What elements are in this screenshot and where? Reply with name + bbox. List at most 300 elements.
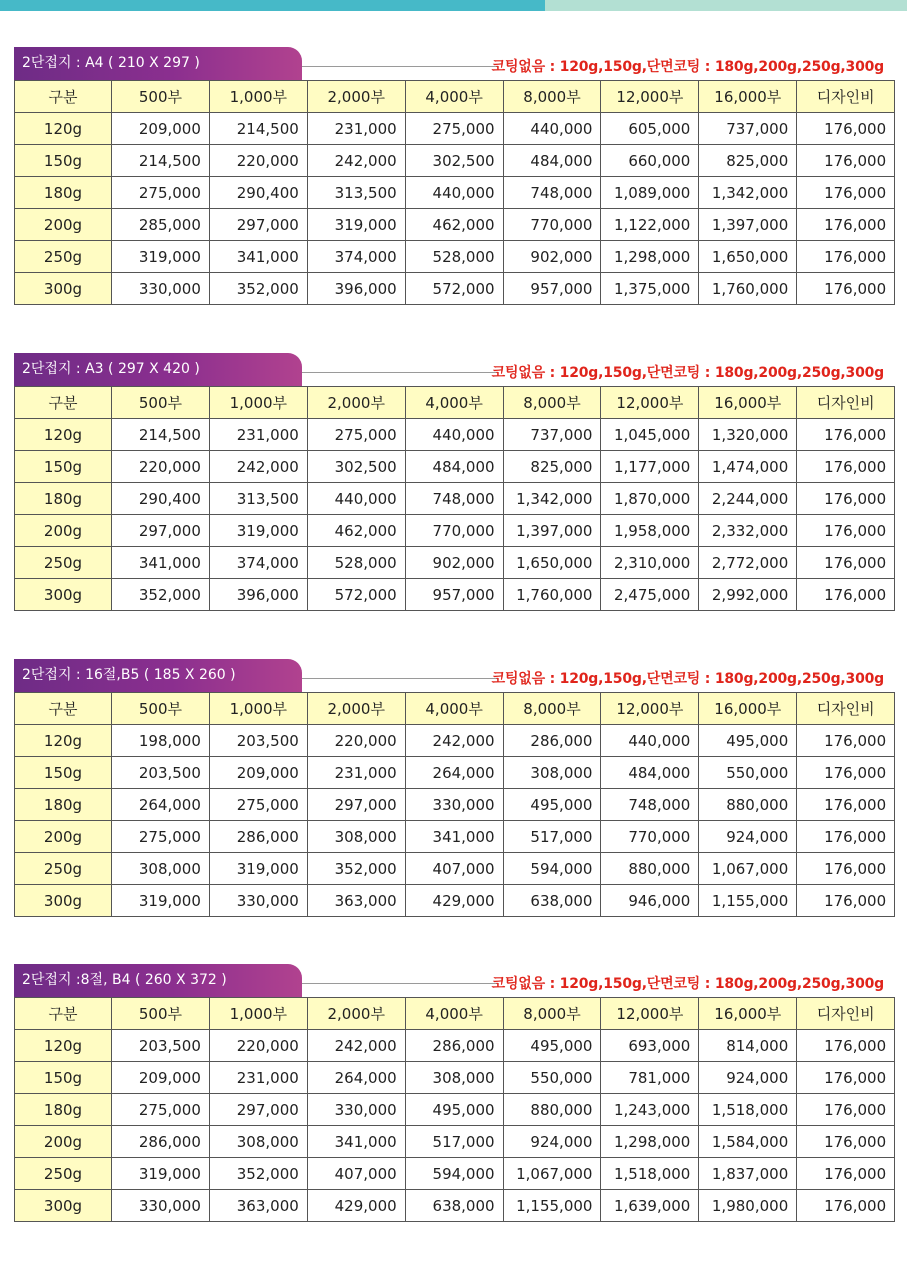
section-title: 2단접지 : 16절,B5 ( 185 X 260 ) bbox=[14, 659, 302, 692]
table-row bbox=[15, 145, 895, 177]
price-cell: 297,000 bbox=[112, 515, 210, 547]
price-cell: 1,155,000 bbox=[699, 885, 797, 917]
price-cell: 638,000 bbox=[405, 1190, 503, 1222]
column-header: 디자인비 bbox=[797, 387, 895, 419]
price-cell: 176,000 bbox=[797, 177, 895, 209]
column-header: 500부 bbox=[112, 81, 210, 113]
price-cell: 352,000 bbox=[307, 853, 405, 885]
price-cell: 594,000 bbox=[405, 1158, 503, 1190]
price-cell: 203,500 bbox=[209, 725, 307, 757]
price-cell: 1,518,000 bbox=[601, 1158, 699, 1190]
price-cell: 330,000 bbox=[405, 789, 503, 821]
column-header: 2,000부 bbox=[307, 693, 405, 725]
column-header: 16,000부 bbox=[699, 998, 797, 1030]
column-header: 12,000부 bbox=[601, 387, 699, 419]
price-cell: 1,980,000 bbox=[699, 1190, 797, 1222]
price-cell: 176,000 bbox=[797, 821, 895, 853]
price-cell: 330,000 bbox=[112, 1190, 210, 1222]
column-header: 8,000부 bbox=[503, 693, 601, 725]
price-table bbox=[14, 80, 895, 305]
price-cell: 484,000 bbox=[405, 451, 503, 483]
table-row bbox=[15, 113, 895, 145]
column-header: 16,000부 bbox=[699, 81, 797, 113]
price-cell: 1,298,000 bbox=[601, 241, 699, 273]
price-cell: 341,000 bbox=[405, 821, 503, 853]
price-cell: 462,000 bbox=[405, 209, 503, 241]
price-cell: 528,000 bbox=[405, 241, 503, 273]
column-header: 12,000부 bbox=[601, 693, 699, 725]
price-cell: 1,474,000 bbox=[699, 451, 797, 483]
price-cell: 407,000 bbox=[307, 1158, 405, 1190]
price-cell: 308,000 bbox=[307, 821, 405, 853]
column-header: 1,000부 bbox=[209, 693, 307, 725]
price-cell: 209,000 bbox=[112, 1062, 210, 1094]
table-row bbox=[15, 483, 895, 515]
price-cell: 1,177,000 bbox=[601, 451, 699, 483]
column-header: 16,000부 bbox=[699, 693, 797, 725]
price-cell: 1,342,000 bbox=[699, 177, 797, 209]
column-header: 4,000부 bbox=[405, 998, 503, 1030]
price-cell: 176,000 bbox=[797, 273, 895, 305]
column-header: 1,000부 bbox=[209, 387, 307, 419]
table-header-row bbox=[15, 693, 895, 725]
price-cell: 176,000 bbox=[797, 145, 895, 177]
column-header: 500부 bbox=[112, 693, 210, 725]
price-cell: 737,000 bbox=[699, 113, 797, 145]
price-cell: 924,000 bbox=[699, 821, 797, 853]
price-cell: 352,000 bbox=[209, 273, 307, 305]
price-cell: 825,000 bbox=[699, 145, 797, 177]
price-cell: 308,000 bbox=[209, 1126, 307, 1158]
price-cell: 429,000 bbox=[307, 1190, 405, 1222]
price-cell: 330,000 bbox=[209, 885, 307, 917]
price-cell: 1,089,000 bbox=[601, 177, 699, 209]
header-divider-line bbox=[302, 678, 497, 679]
price-cell: 275,000 bbox=[209, 789, 307, 821]
price-cell: 924,000 bbox=[503, 1126, 601, 1158]
price-cell: 880,000 bbox=[601, 853, 699, 885]
price-cell: 1,760,000 bbox=[699, 273, 797, 305]
price-cell: 286,000 bbox=[112, 1126, 210, 1158]
table-row bbox=[15, 853, 895, 885]
price-cell: 286,000 bbox=[503, 725, 601, 757]
row-label-paper-weight: 200g bbox=[15, 1126, 112, 1158]
column-header: 구분 bbox=[15, 693, 112, 725]
price-cell: 302,500 bbox=[405, 145, 503, 177]
column-header: 2,000부 bbox=[307, 387, 405, 419]
price-cell: 1,067,000 bbox=[699, 853, 797, 885]
section-header bbox=[14, 659, 894, 692]
price-cell: 275,000 bbox=[112, 177, 210, 209]
price-cell: 1,837,000 bbox=[699, 1158, 797, 1190]
price-cell: 1,760,000 bbox=[503, 579, 601, 611]
row-label-paper-weight: 150g bbox=[15, 451, 112, 483]
top-bar-mint-segment bbox=[545, 0, 907, 11]
price-cell: 957,000 bbox=[503, 273, 601, 305]
price-cell: 363,000 bbox=[307, 885, 405, 917]
price-cell: 594,000 bbox=[503, 853, 601, 885]
price-cell: 214,500 bbox=[112, 419, 210, 451]
price-cell: 748,000 bbox=[503, 177, 601, 209]
row-label-paper-weight: 300g bbox=[15, 1190, 112, 1222]
price-cell: 814,000 bbox=[699, 1030, 797, 1062]
price-cell: 880,000 bbox=[699, 789, 797, 821]
section-header bbox=[14, 47, 894, 80]
row-label-paper-weight: 300g bbox=[15, 273, 112, 305]
price-cell: 572,000 bbox=[405, 273, 503, 305]
column-header: 500부 bbox=[112, 387, 210, 419]
price-cell: 341,000 bbox=[209, 241, 307, 273]
price-cell: 1,243,000 bbox=[601, 1094, 699, 1126]
coating-note: 코팅없음 : 120g,150g,단면코팅 : 180g,200g,250g,300g bbox=[491, 671, 884, 687]
price-cell: 1,639,000 bbox=[601, 1190, 699, 1222]
price-cell: 242,000 bbox=[307, 1030, 405, 1062]
table-row bbox=[15, 579, 895, 611]
price-cell: 275,000 bbox=[112, 821, 210, 853]
section-title: 2단접지 :8절, B4 ( 260 X 372 ) bbox=[14, 964, 302, 997]
price-cell: 319,000 bbox=[209, 853, 307, 885]
price-cell: 638,000 bbox=[503, 885, 601, 917]
price-cell: 176,000 bbox=[797, 241, 895, 273]
price-cell: 352,000 bbox=[209, 1158, 307, 1190]
price-cell: 176,000 bbox=[797, 1030, 895, 1062]
price-cell: 176,000 bbox=[797, 451, 895, 483]
price-cell: 1,397,000 bbox=[699, 209, 797, 241]
row-label-paper-weight: 180g bbox=[15, 483, 112, 515]
row-label-paper-weight: 150g bbox=[15, 757, 112, 789]
price-cell: 363,000 bbox=[209, 1190, 307, 1222]
price-cell: 1,155,000 bbox=[503, 1190, 601, 1222]
column-header: 4,000부 bbox=[405, 387, 503, 419]
price-cell: 440,000 bbox=[307, 483, 405, 515]
table-row bbox=[15, 885, 895, 917]
price-cell: 1,958,000 bbox=[601, 515, 699, 547]
price-cell: 176,000 bbox=[797, 515, 895, 547]
price-section bbox=[14, 47, 894, 305]
price-cell: 176,000 bbox=[797, 209, 895, 241]
price-cell: 1,650,000 bbox=[699, 241, 797, 273]
price-cell: 176,000 bbox=[797, 725, 895, 757]
price-cell: 308,000 bbox=[112, 853, 210, 885]
price-cell: 440,000 bbox=[405, 177, 503, 209]
table-row bbox=[15, 821, 895, 853]
row-label-paper-weight: 180g bbox=[15, 177, 112, 209]
price-cell: 2,475,000 bbox=[601, 579, 699, 611]
column-header: 4,000부 bbox=[405, 81, 503, 113]
section-header bbox=[14, 353, 894, 386]
price-cell: 429,000 bbox=[405, 885, 503, 917]
column-header: 12,000부 bbox=[601, 81, 699, 113]
table-row bbox=[15, 451, 895, 483]
column-header: 1,000부 bbox=[209, 81, 307, 113]
price-cell: 2,332,000 bbox=[699, 515, 797, 547]
price-cell: 1,342,000 bbox=[503, 483, 601, 515]
price-cell: 297,000 bbox=[209, 209, 307, 241]
column-header: 디자인비 bbox=[797, 81, 895, 113]
price-cell: 1,397,000 bbox=[503, 515, 601, 547]
price-cell: 396,000 bbox=[209, 579, 307, 611]
price-cell: 1,650,000 bbox=[503, 547, 601, 579]
price-cell: 737,000 bbox=[503, 419, 601, 451]
price-cell: 1,518,000 bbox=[699, 1094, 797, 1126]
price-cell: 572,000 bbox=[307, 579, 405, 611]
price-cell: 313,500 bbox=[307, 177, 405, 209]
price-cell: 1,584,000 bbox=[699, 1126, 797, 1158]
price-cell: 308,000 bbox=[405, 1062, 503, 1094]
top-bar-teal-segment bbox=[0, 0, 545, 11]
price-cell: 748,000 bbox=[601, 789, 699, 821]
price-cell: 220,000 bbox=[307, 725, 405, 757]
price-cell: 264,000 bbox=[405, 757, 503, 789]
price-cell: 341,000 bbox=[112, 547, 210, 579]
price-section bbox=[14, 353, 894, 611]
price-cell: 264,000 bbox=[112, 789, 210, 821]
price-cell: 781,000 bbox=[601, 1062, 699, 1094]
row-label-paper-weight: 120g bbox=[15, 1030, 112, 1062]
price-cell: 495,000 bbox=[503, 789, 601, 821]
price-cell: 330,000 bbox=[112, 273, 210, 305]
column-header: 8,000부 bbox=[503, 81, 601, 113]
price-cell: 231,000 bbox=[307, 113, 405, 145]
price-cell: 550,000 bbox=[503, 1062, 601, 1094]
price-cell: 517,000 bbox=[405, 1126, 503, 1158]
price-cell: 660,000 bbox=[601, 145, 699, 177]
price-cell: 290,400 bbox=[112, 483, 210, 515]
row-label-paper-weight: 200g bbox=[15, 821, 112, 853]
table-row bbox=[15, 725, 895, 757]
price-cell: 440,000 bbox=[503, 113, 601, 145]
price-cell: 203,500 bbox=[112, 1030, 210, 1062]
price-cell: 957,000 bbox=[405, 579, 503, 611]
price-cell: 693,000 bbox=[601, 1030, 699, 1062]
price-cell: 176,000 bbox=[797, 113, 895, 145]
table-row bbox=[15, 1030, 895, 1062]
price-cell: 770,000 bbox=[503, 209, 601, 241]
price-cell: 495,000 bbox=[503, 1030, 601, 1062]
price-cell: 275,000 bbox=[405, 113, 503, 145]
price-cell: 396,000 bbox=[307, 273, 405, 305]
price-cell: 220,000 bbox=[112, 451, 210, 483]
price-cell: 748,000 bbox=[405, 483, 503, 515]
price-cell: 319,000 bbox=[307, 209, 405, 241]
row-label-paper-weight: 200g bbox=[15, 209, 112, 241]
price-cell: 220,000 bbox=[209, 1030, 307, 1062]
row-label-paper-weight: 120g bbox=[15, 419, 112, 451]
price-cell: 308,000 bbox=[503, 757, 601, 789]
price-cell: 286,000 bbox=[405, 1030, 503, 1062]
row-label-paper-weight: 300g bbox=[15, 579, 112, 611]
price-cell: 297,000 bbox=[209, 1094, 307, 1126]
table-header-row bbox=[15, 387, 895, 419]
price-table bbox=[14, 386, 895, 611]
price-cell: 462,000 bbox=[307, 515, 405, 547]
price-cell: 341,000 bbox=[307, 1126, 405, 1158]
table-row bbox=[15, 1062, 895, 1094]
price-cell: 176,000 bbox=[797, 483, 895, 515]
row-label-paper-weight: 250g bbox=[15, 241, 112, 273]
price-cell: 924,000 bbox=[699, 1062, 797, 1094]
price-cell: 484,000 bbox=[503, 145, 601, 177]
price-cell: 176,000 bbox=[797, 1158, 895, 1190]
price-cell: 319,000 bbox=[112, 241, 210, 273]
table-row bbox=[15, 757, 895, 789]
column-header: 구분 bbox=[15, 81, 112, 113]
price-cell: 880,000 bbox=[503, 1094, 601, 1126]
price-cell: 242,000 bbox=[209, 451, 307, 483]
price-cell: 902,000 bbox=[503, 241, 601, 273]
table-row bbox=[15, 1126, 895, 1158]
price-cell: 176,000 bbox=[797, 789, 895, 821]
price-cell: 374,000 bbox=[307, 241, 405, 273]
price-cell: 176,000 bbox=[797, 419, 895, 451]
column-header: 구분 bbox=[15, 387, 112, 419]
table-row bbox=[15, 1190, 895, 1222]
section-header bbox=[14, 964, 894, 997]
price-table bbox=[14, 997, 895, 1222]
column-header: 구분 bbox=[15, 998, 112, 1030]
price-cell: 946,000 bbox=[601, 885, 699, 917]
price-cell: 1,320,000 bbox=[699, 419, 797, 451]
price-cell: 231,000 bbox=[209, 1062, 307, 1094]
row-label-paper-weight: 150g bbox=[15, 145, 112, 177]
price-cell: 1,067,000 bbox=[503, 1158, 601, 1190]
coating-note: 코팅없음 : 120g,150g,단면코팅 : 180g,200g,250g,300g bbox=[491, 365, 884, 381]
price-cell: 495,000 bbox=[405, 1094, 503, 1126]
price-cell: 902,000 bbox=[405, 547, 503, 579]
price-table bbox=[14, 692, 895, 917]
price-cell: 242,000 bbox=[405, 725, 503, 757]
price-cell: 319,000 bbox=[209, 515, 307, 547]
table-row bbox=[15, 1158, 895, 1190]
coating-note: 코팅없음 : 120g,150g,단면코팅 : 180g,200g,250g,300g bbox=[491, 976, 884, 992]
price-cell: 374,000 bbox=[209, 547, 307, 579]
column-header: 16,000부 bbox=[699, 387, 797, 419]
price-cell: 220,000 bbox=[209, 145, 307, 177]
price-cell: 319,000 bbox=[112, 1158, 210, 1190]
price-cell: 231,000 bbox=[209, 419, 307, 451]
column-header: 4,000부 bbox=[405, 693, 503, 725]
price-cell: 495,000 bbox=[699, 725, 797, 757]
coating-note: 코팅없음 : 120g,150g,단면코팅 : 180g,200g,250g,300g bbox=[491, 59, 884, 75]
price-section bbox=[14, 964, 894, 1222]
price-cell: 176,000 bbox=[797, 547, 895, 579]
row-label-paper-weight: 120g bbox=[15, 113, 112, 145]
price-cell: 275,000 bbox=[112, 1094, 210, 1126]
price-cell: 176,000 bbox=[797, 1062, 895, 1094]
price-cell: 352,000 bbox=[112, 579, 210, 611]
price-cell: 1,122,000 bbox=[601, 209, 699, 241]
price-cell: 209,000 bbox=[209, 757, 307, 789]
price-cell: 176,000 bbox=[797, 885, 895, 917]
price-cell: 550,000 bbox=[699, 757, 797, 789]
price-cell: 484,000 bbox=[601, 757, 699, 789]
price-cell: 176,000 bbox=[797, 757, 895, 789]
price-cell: 176,000 bbox=[797, 1094, 895, 1126]
table-row bbox=[15, 419, 895, 451]
price-cell: 290,400 bbox=[209, 177, 307, 209]
header-divider-line bbox=[302, 372, 497, 373]
price-cell: 528,000 bbox=[307, 547, 405, 579]
column-header: 디자인비 bbox=[797, 693, 895, 725]
price-cell: 176,000 bbox=[797, 579, 895, 611]
row-label-paper-weight: 180g bbox=[15, 1094, 112, 1126]
price-cell: 2,772,000 bbox=[699, 547, 797, 579]
table-header-row bbox=[15, 81, 895, 113]
price-cell: 1,870,000 bbox=[601, 483, 699, 515]
price-cell: 198,000 bbox=[112, 725, 210, 757]
price-cell: 176,000 bbox=[797, 1126, 895, 1158]
price-cell: 2,310,000 bbox=[601, 547, 699, 579]
table-row bbox=[15, 177, 895, 209]
table-row bbox=[15, 515, 895, 547]
price-cell: 440,000 bbox=[405, 419, 503, 451]
price-cell: 242,000 bbox=[307, 145, 405, 177]
price-cell: 203,500 bbox=[112, 757, 210, 789]
header-divider-line bbox=[302, 983, 497, 984]
table-row bbox=[15, 789, 895, 821]
row-label-paper-weight: 150g bbox=[15, 1062, 112, 1094]
price-section bbox=[14, 659, 894, 917]
column-header: 8,000부 bbox=[503, 998, 601, 1030]
price-cell: 330,000 bbox=[307, 1094, 405, 1126]
price-cell: 770,000 bbox=[601, 821, 699, 853]
row-label-paper-weight: 250g bbox=[15, 1158, 112, 1190]
price-cell: 313,500 bbox=[209, 483, 307, 515]
price-cell: 231,000 bbox=[307, 757, 405, 789]
price-cell: 214,500 bbox=[112, 145, 210, 177]
price-cell: 297,000 bbox=[307, 789, 405, 821]
price-cell: 176,000 bbox=[797, 853, 895, 885]
column-header: 500부 bbox=[112, 998, 210, 1030]
price-cell: 176,000 bbox=[797, 1190, 895, 1222]
price-cell: 770,000 bbox=[405, 515, 503, 547]
price-cell: 1,298,000 bbox=[601, 1126, 699, 1158]
price-cell: 214,500 bbox=[209, 113, 307, 145]
price-cell: 286,000 bbox=[209, 821, 307, 853]
table-row bbox=[15, 547, 895, 579]
price-cell: 209,000 bbox=[112, 113, 210, 145]
table-row bbox=[15, 273, 895, 305]
price-cell: 517,000 bbox=[503, 821, 601, 853]
table-header-row bbox=[15, 998, 895, 1030]
top-color-bar bbox=[0, 0, 907, 11]
row-label-paper-weight: 250g bbox=[15, 853, 112, 885]
section-title: 2단접지 : A4 ( 210 X 297 ) bbox=[14, 47, 302, 80]
price-cell: 605,000 bbox=[601, 113, 699, 145]
column-header: 8,000부 bbox=[503, 387, 601, 419]
row-label-paper-weight: 250g bbox=[15, 547, 112, 579]
price-cell: 302,500 bbox=[307, 451, 405, 483]
price-cell: 264,000 bbox=[307, 1062, 405, 1094]
price-cell: 2,992,000 bbox=[699, 579, 797, 611]
column-header: 디자인비 bbox=[797, 998, 895, 1030]
section-title: 2단접지 : A3 ( 297 X 420 ) bbox=[14, 353, 302, 386]
price-cell: 319,000 bbox=[112, 885, 210, 917]
row-label-paper-weight: 200g bbox=[15, 515, 112, 547]
price-cell: 1,045,000 bbox=[601, 419, 699, 451]
table-row bbox=[15, 241, 895, 273]
row-label-paper-weight: 300g bbox=[15, 885, 112, 917]
price-cell: 1,375,000 bbox=[601, 273, 699, 305]
table-row bbox=[15, 209, 895, 241]
column-header: 1,000부 bbox=[209, 998, 307, 1030]
price-cell: 825,000 bbox=[503, 451, 601, 483]
table-row bbox=[15, 1094, 895, 1126]
row-label-paper-weight: 180g bbox=[15, 789, 112, 821]
header-divider-line bbox=[302, 66, 497, 67]
column-header: 12,000부 bbox=[601, 998, 699, 1030]
price-cell: 275,000 bbox=[307, 419, 405, 451]
